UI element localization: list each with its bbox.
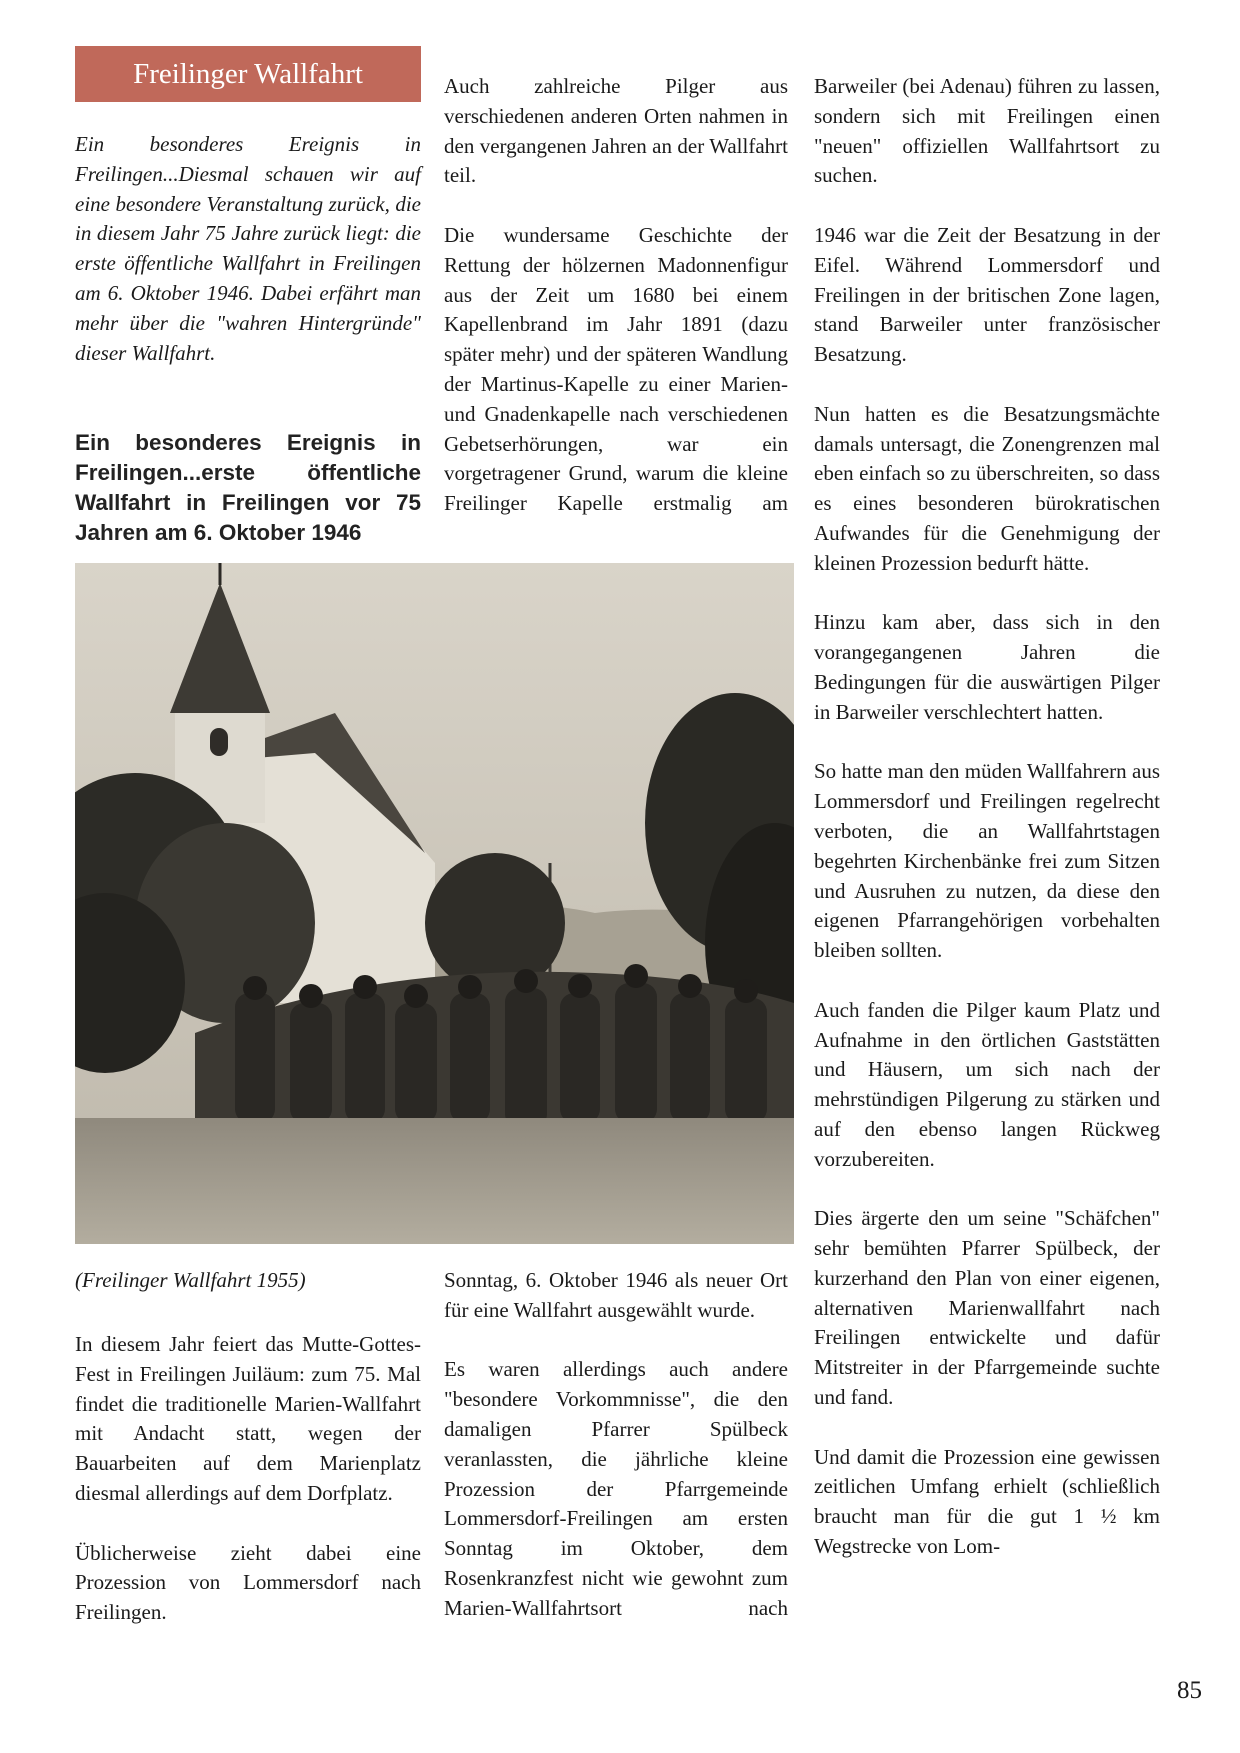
photo-caption: (Freilinger Wallfahrt 1955) [75,1268,306,1292]
paragraph: Und damit die Prozession eine gewissen zeitlichen Umfang erhielt (schließlich braucht man für die gut 1 ½ km Wegstrecke von Lom- [814,1444,1160,1559]
intro-paragraph: Ein besonderes Ereignis in Freilingen...Diesmal schauen wir auf eine besondere Veranstaltung zurück, die in diesem Jahr 75 Jahre zurück liegt: die erste öffentliche Wallfahrt in Freilingen am 6. Oktober 1946. Dabei erfährt man mehr über die "wahren Hintergründe" dieser Wallfahrt. [75,132,421,365]
column-2-upper [444,72,788,519]
paragraph: Auch zahlreiche Pilger aus verschiedenen anderen Orten nahmen in den vergangenen Jahren an der Wallfahrt teil. [444,74,788,188]
paragraph: Hinzu kam aber, dass sich in den vorangegangenen Jahren die Bedingungen für die auswärtigen Pilger in Barweiler verschlechtert hatten. [814,610,1160,724]
paragraph: Es waren allerdings auch andere "besondere Vorkommnisse", die den damaligen Pfarrer Spülbeck veranlassten, die jährliche kleine Prozession der Pfarrgemeinde Lommersdorf-Freilingen am ersten Sonntag im Oktober, dem Rosenkranzfest nicht wie gewohnt zum Marien-Wallfahrtsort nach [444,1357,788,1620]
column-1-lower [75,1330,421,1628]
article-headline: Ein besonderes Ereignis in Freilingen...erste öffentliche Wallfahrt in Freilingen vor 75 Jahren am 6. Oktober 1946 [75,430,421,545]
paragraph: Barweiler (bei Adenau) führen zu lassen, sondern sich mit Freilingen einen "neuen" offiziellen Wallfahrtsort zu suchen. [814,74,1160,188]
historic-photo-pilgrimage [75,563,794,1244]
paragraph: Sonntag, 6. Oktober 1946 als neuer Ort für eine Wallfahrt ausgewählt wurde. [444,1268,788,1322]
paragraph: Die wundersame Geschichte der Rettung der hölzernen Madonnenfigur aus der Zeit um 1680 bei einem Kapellenbrand im Jahr 1891 (dazu später mehr) und der späteren Wandlung der Martinus-Kapelle zu einer Marien-und Gnadenkapelle nach verschiedenen Gebetserhörungen, war ein vorgetragener Grund, warum die kleine Freilinger Kapelle erstmalig am [444,222,788,516]
paragraph: Üblicherweise zieht dabei eine Prozession von Lommersdorf nach Freilingen. [75,1540,421,1625]
page-number: 85 [1177,1677,1202,1704]
paragraph: Nun hatten es die Besatzungsmächte damals untersagt, die Zonengrenzen mal eben einfach so zu überschreiten, so dass es eines besonderen bürokratischen Aufwandes für die Genehmigung der kleinen Prozession bedurft hätte. [814,401,1160,575]
column-2-lower [444,1266,788,1624]
column-3 [814,72,1160,1562]
paragraph: In diesem Jahr feiert das Mutte-Gottes-Fest in Freilingen Juiläum: zum 75. Mal findet die traditionelle Marien-Wallfahrt mit Andacht statt, wegen der Bauarbeiten auf dem Marienplatz diesmal allerdings auf dem Dorfplatz. [75,1332,421,1505]
paragraph: 1946 war die Zeit der Besatzung in der Eifel. Während Lommersdorf und Freilingen in der britischen Zone lagen, stand Barweiler unter französischer Besatzung. [814,222,1160,367]
paragraph: Auch fanden die Pilger kaum Platz und Aufnahme in den örtlichen Gaststätten und Häusern, um sich nach der mehrstündigen Pilgerung zu stärken und auf den ebenso langen Rückweg vorzubereiten. [814,997,1160,1171]
paragraph: So hatte man den müden Wallfahrern aus Lommersdorf und Freilingen regelrecht verboten, die an Wallfahrtstagen begehrten Kirchenbänke frei zum Sitzen und Ausruhen zu nutzen, da diese den eigenen Pfarrangehörigen vorbehalten bleiben sollten. [814,759,1160,963]
article-title: Freilinger Wallfahrt [75,46,421,102]
paragraph: Dies ärgerte den um seine "Schäfchen" sehr bemühten Pfarrer Spülbeck, der kurzerhand den Plan von einer eigenen, alternativen Marienwallfahrt nach Freilingen entwickelte und dafür Mitstreiter in der Pfarrgemeinde suchte und fand. [814,1206,1160,1410]
